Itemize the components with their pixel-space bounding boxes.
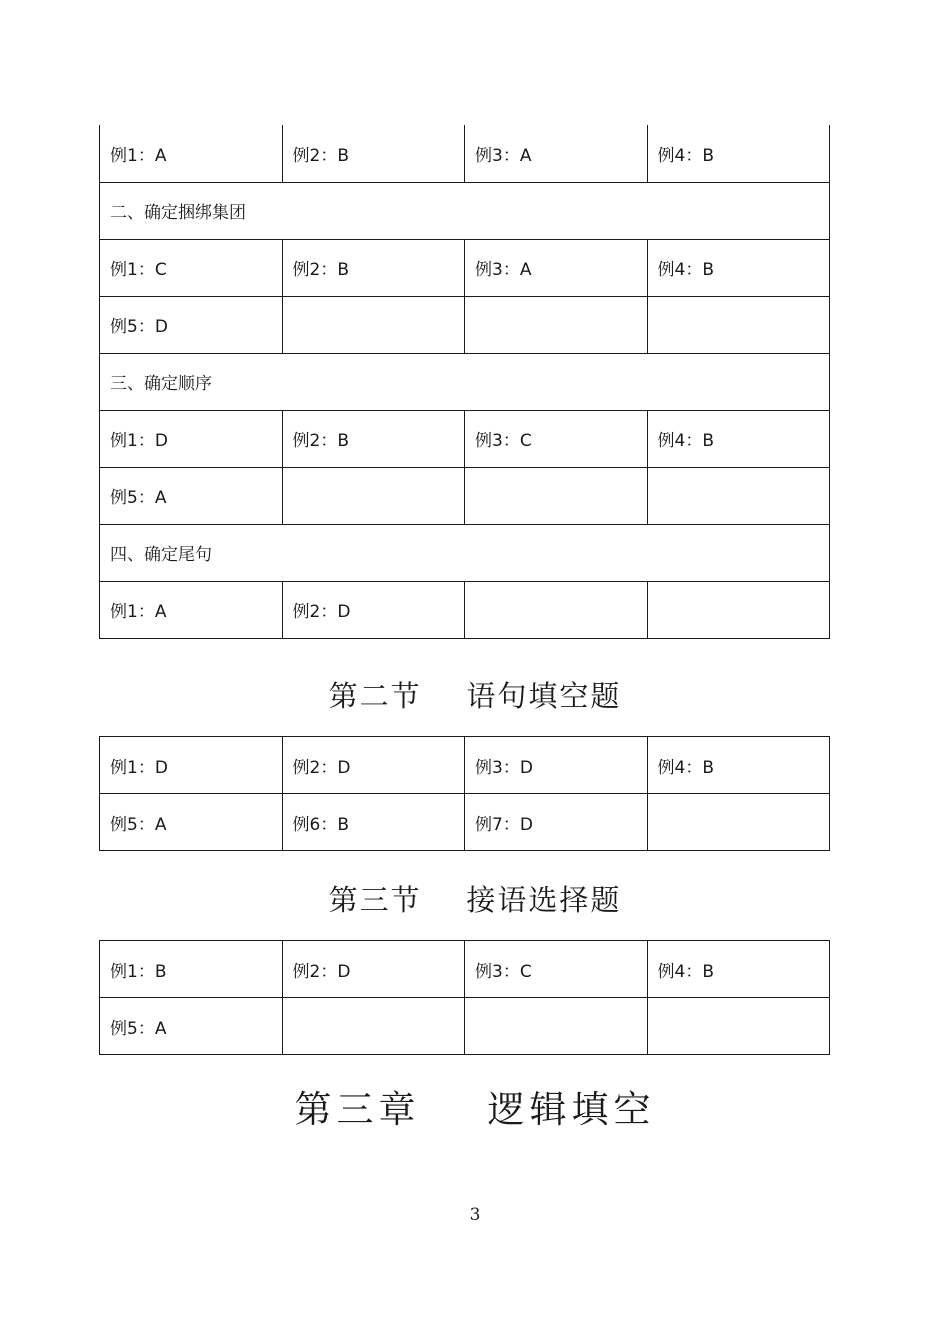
empty-cell xyxy=(647,467,830,524)
answer-cell: 例1：D xyxy=(100,410,283,467)
empty-cell xyxy=(282,296,465,353)
answer-cell: 例4：B xyxy=(647,737,830,794)
empty-cell xyxy=(647,998,830,1055)
empty-cell xyxy=(465,998,648,1055)
table-row xyxy=(100,353,830,410)
section-title-row: 三、确定顺序 xyxy=(100,353,830,410)
table-row xyxy=(100,794,830,851)
answer-cell: 例6：B xyxy=(282,794,465,851)
table-row xyxy=(100,410,830,467)
answer-cell: 例2：D xyxy=(282,737,465,794)
answer-cell: 例4：B xyxy=(647,125,830,182)
answer-cell: 例2：B xyxy=(282,239,465,296)
answer-cell: 例1：D xyxy=(100,737,283,794)
empty-cell xyxy=(647,581,830,638)
answer-cell: 例3：C xyxy=(465,941,648,998)
answer-cell: 例7：D xyxy=(465,794,648,851)
section-title-row: 四、确定尾句 xyxy=(100,524,830,581)
table-row xyxy=(100,581,830,638)
answer-cell: 例1：B xyxy=(100,941,283,998)
table-row xyxy=(100,296,830,353)
answer-cell: 例5：A xyxy=(100,794,283,851)
section-title-row: 二、确定捆绑集团 xyxy=(100,182,830,239)
answer-cell: 例3：A xyxy=(465,125,648,182)
answer-cell: 例1：A xyxy=(100,125,283,182)
answer-cell: 例4：B xyxy=(647,941,830,998)
table-row xyxy=(100,998,830,1055)
table-row xyxy=(100,941,830,998)
empty-cell xyxy=(647,296,830,353)
answer-cell: 例4：B xyxy=(647,239,830,296)
answer-cell: 例5：D xyxy=(100,296,283,353)
empty-cell xyxy=(647,794,830,851)
empty-cell xyxy=(465,296,648,353)
table-row xyxy=(100,737,830,794)
answer-cell: 例3：A xyxy=(465,239,648,296)
page-number: 3 xyxy=(469,1205,481,1225)
empty-cell xyxy=(465,467,648,524)
section-heading: 第二节 语句填空题 xyxy=(328,679,622,713)
answer-table-3 xyxy=(99,940,830,1055)
answer-cell: 例2：D xyxy=(282,581,465,638)
table-row xyxy=(100,239,830,296)
chapter-heading: 第三章 逻辑填空 xyxy=(294,1088,656,1131)
answer-cell: 例5：A xyxy=(100,467,283,524)
answer-cell: 例1：C xyxy=(100,239,283,296)
table-row xyxy=(100,125,830,182)
answer-cell: 例4：B xyxy=(647,410,830,467)
empty-cell xyxy=(282,998,465,1055)
answer-table-2 xyxy=(99,736,830,851)
table-row xyxy=(100,182,830,239)
table-row xyxy=(100,524,830,581)
section-heading: 第三节 接语选择题 xyxy=(328,883,622,917)
table-row xyxy=(100,467,830,524)
answer-cell: 例3：D xyxy=(465,737,648,794)
answer-table-1 xyxy=(99,125,830,639)
answer-cell: 例3：C xyxy=(465,410,648,467)
answer-cell: 例1：A xyxy=(100,581,283,638)
answer-cell: 例2：B xyxy=(282,125,465,182)
empty-cell xyxy=(465,581,648,638)
answer-cell: 例5：A xyxy=(100,998,283,1055)
empty-cell xyxy=(282,467,465,524)
answer-cell: 例2：D xyxy=(282,941,465,998)
answer-cell: 例2：B xyxy=(282,410,465,467)
